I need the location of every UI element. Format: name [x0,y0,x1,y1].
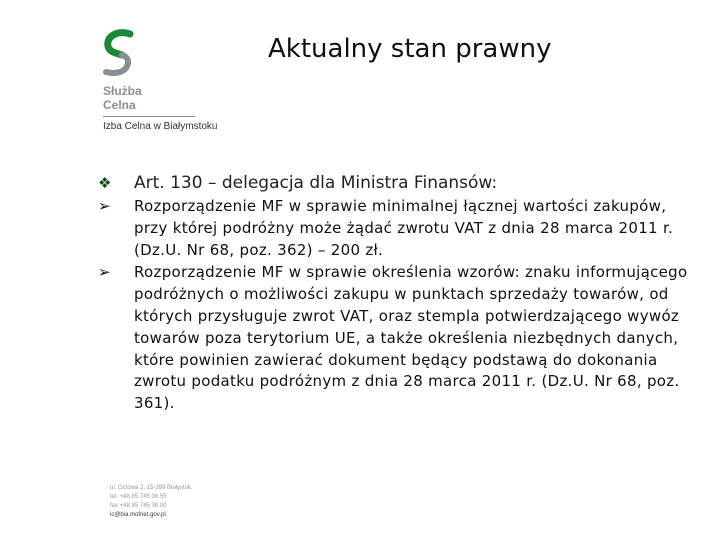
slide-title: Aktualny stan prawny [268,34,552,64]
arrow-bullet-icon: ➢ [98,197,111,215]
bullet-item [98,172,700,194]
footer-address: ul. Octowa 2, 15-399 Białystok [110,485,192,491]
contact-footer [110,484,191,520]
footer-fax: fax +48 85 745 36 00 [110,503,167,509]
customs-logo-icon [100,28,140,78]
brand-divider [103,116,195,117]
bullet-list [98,172,700,416]
brand-name: Służba Celna [103,84,142,112]
bullet-text: Art. 130 – delegacja dla Ministra Finansów: [134,173,498,193]
office-name: Izba Celna w Białymstoku [103,121,218,132]
sluzba-celna-logo [100,28,240,138]
footer-tel: tel. +48 85 745 36 55 [110,494,167,500]
bullet-item [98,196,700,261]
arrow-bullet-icon: ➢ [98,263,111,282]
bullet-text: Rozporządzenie MF w sprawie minimalnej łącznej wartości zakupów, przy której podróżny może żądać zwrotu VAT z dnia 28 marca 2011 r. (Dz.U. Nr 68, poz. 362) – 200 zł. [134,197,674,259]
diamond-bullet-icon: ❖ [98,174,112,192]
bullet-item [98,262,700,415]
bullet-text: Rozporządzenie MF w sprawie określenia wzorów: znaku informującego podróżnych o możliwości zakupu w punktach sprzedaży towarów, od których przysługuje zwrot VAT, oraz stempla potwierdzającego wywóz towarów poza terytorium UE, a także określenia niezbędnych danych, które powinien zawierać dokument będący podstawą do dokonania zwrotu podatku podróżnym z dnia 28 marca 2011 r. (Dz.U. Nr 68, poz. 361). [134,263,688,413]
footer-email[interactable]: ic@bia.mofnet.gov.pl [110,512,166,518]
